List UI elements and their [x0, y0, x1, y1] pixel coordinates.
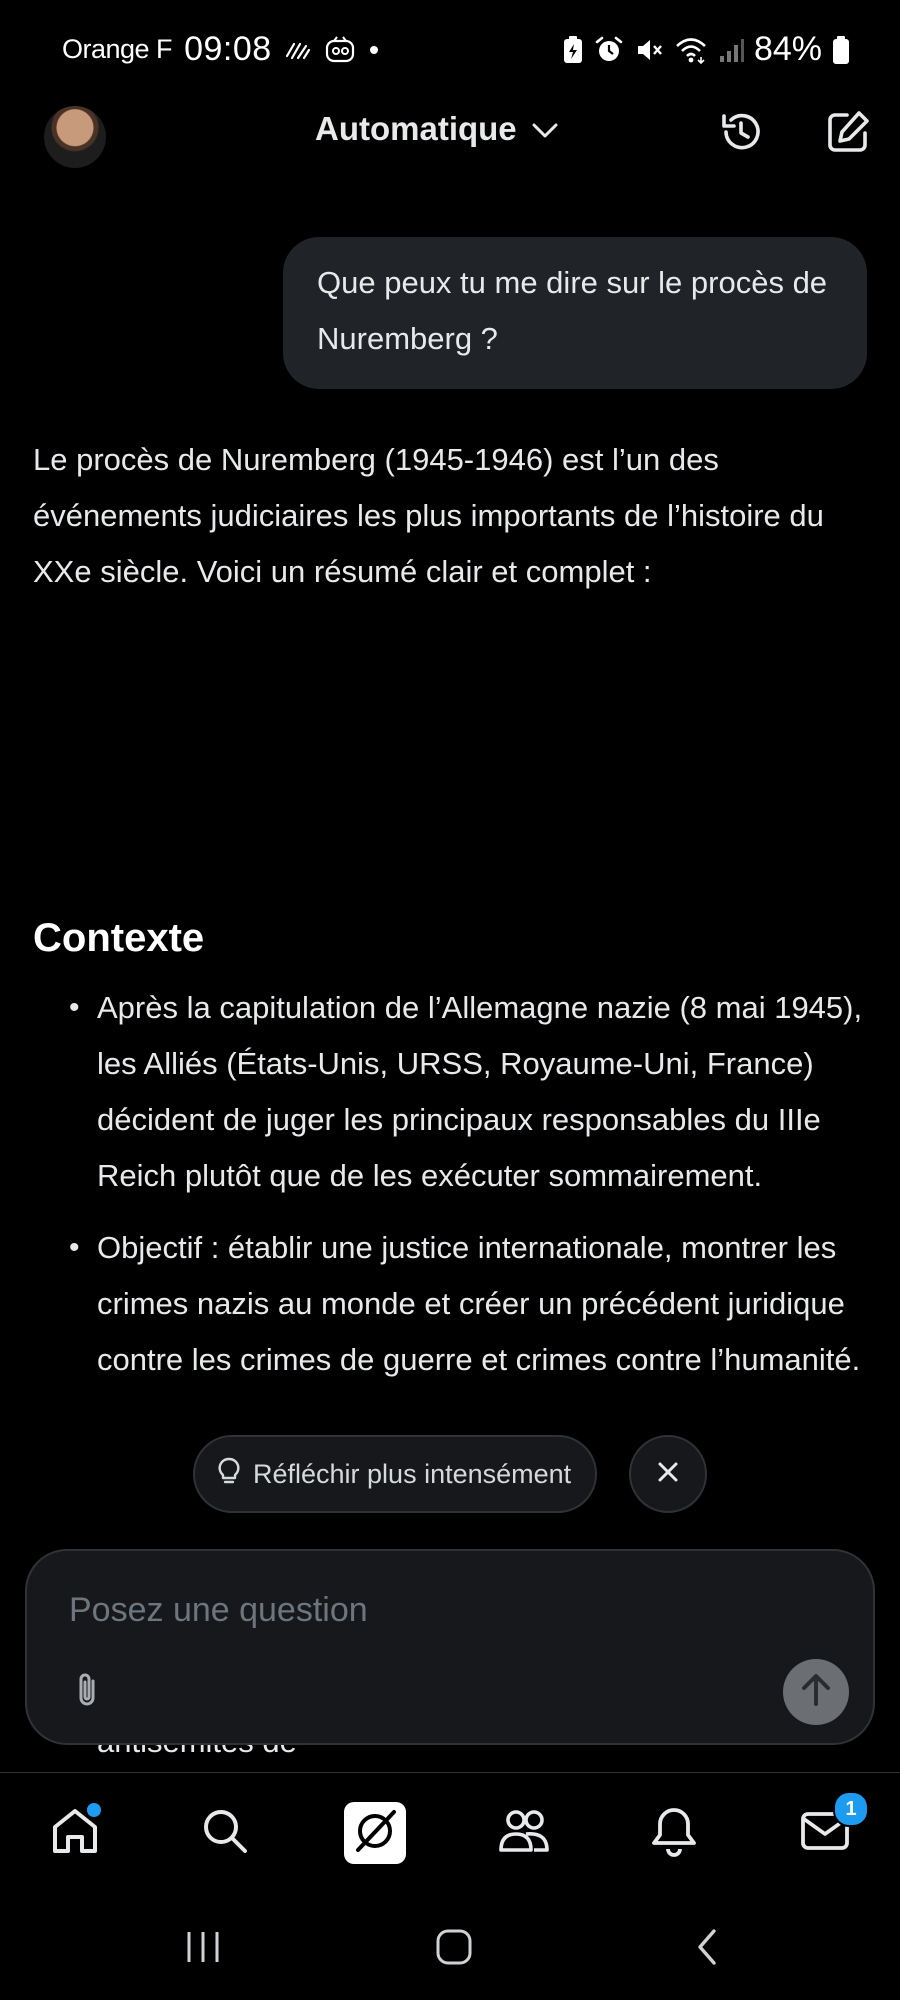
carrier-name: Orange F	[62, 34, 173, 64]
avatar[interactable]	[44, 106, 106, 168]
list-item: • Objectif : établir une justice internationale, montrer les crimes nazis au monde et créer un précédent juridique contre les crimes de guerre et crimes contre l’humanité.	[33, 1220, 867, 1388]
paperclip-icon	[73, 1670, 103, 1715]
composer	[25, 1549, 875, 1745]
dot-indicator-icon	[368, 44, 380, 56]
communities-icon	[496, 1806, 552, 1861]
section-heading: Contexte	[33, 916, 205, 960]
app-notification-icon	[324, 35, 356, 65]
history-icon	[717, 108, 765, 161]
search-icon	[200, 1806, 250, 1861]
mute-icon	[634, 35, 664, 65]
messages-badge: 1	[833, 1791, 869, 1827]
recents-button[interactable]	[178, 1924, 228, 1974]
back-icon	[692, 1927, 722, 1972]
unread-dot	[85, 1801, 103, 1819]
bullet-list	[33, 980, 867, 1388]
battery-saver-icon	[562, 35, 584, 65]
tab-home[interactable]	[45, 1803, 105, 1863]
system-navigation	[0, 1894, 900, 2000]
bell-icon	[649, 1805, 699, 1862]
tab-grok[interactable]	[344, 1802, 406, 1864]
close-icon	[657, 1461, 679, 1488]
grok-icon	[352, 1808, 398, 1859]
bottom-tab-bar	[0, 1772, 900, 1895]
user-message: Que peux tu me dire sur le procès de Nuremberg ?	[283, 237, 867, 389]
home-system-button[interactable]	[429, 1924, 479, 1974]
clock: 09:08	[184, 30, 272, 68]
suggestion-chips	[0, 1435, 900, 1515]
lightbulb-icon	[215, 1456, 243, 1493]
status-bar	[0, 0, 900, 100]
tab-search[interactable]	[195, 1803, 255, 1863]
assistant-answer	[33, 432, 867, 1377]
think-harder-chip[interactable]	[193, 1435, 597, 1513]
dismiss-chip-button[interactable]	[629, 1435, 707, 1513]
screen-record-icon	[284, 38, 312, 62]
chevron-down-icon	[531, 110, 559, 148]
recents-icon	[183, 1929, 223, 1970]
arrow-up-icon	[799, 1672, 833, 1713]
alarm-icon	[594, 35, 624, 65]
answer-intro: Le procès de Nuremberg (1945-1946) est l’un des événements judiciaires les plus importants de l’histoire du XXe siècle. Voici un résumé clair et complet :	[33, 442, 824, 589]
history-button[interactable]	[715, 108, 767, 160]
status-right	[562, 30, 850, 69]
battery-icon	[832, 35, 850, 65]
chat-header	[0, 100, 900, 170]
new-chat-button[interactable]	[822, 108, 874, 160]
signal-icon	[718, 36, 744, 64]
attach-button[interactable]	[65, 1669, 111, 1715]
send-button[interactable]	[783, 1659, 849, 1725]
wifi-icon	[674, 35, 708, 65]
question-input[interactable]	[67, 1579, 771, 1641]
home-circle-icon	[434, 1927, 474, 1972]
model-label: Automatique	[315, 110, 517, 147]
list-item: • Après la capitulation de l’Allemagne nazie (8 mai 1945), les Alliés (États-Unis, URSS, Royaume-Uni, France) décident de juger les principaux responsables du IIIe Reich plutôt que de les exécuter sommairement.	[33, 980, 867, 1204]
battery-percent: 84%	[753, 30, 822, 68]
back-button[interactable]	[682, 1924, 732, 1974]
tab-messages[interactable]	[795, 1797, 857, 1863]
think-harder-label: Réfléchir plus intensément	[253, 1458, 572, 1489]
model-selector[interactable]	[315, 110, 559, 148]
tab-communities[interactable]	[494, 1803, 554, 1863]
tab-notifications[interactable]	[644, 1803, 704, 1863]
status-left	[62, 30, 380, 69]
compose-icon	[825, 109, 871, 160]
